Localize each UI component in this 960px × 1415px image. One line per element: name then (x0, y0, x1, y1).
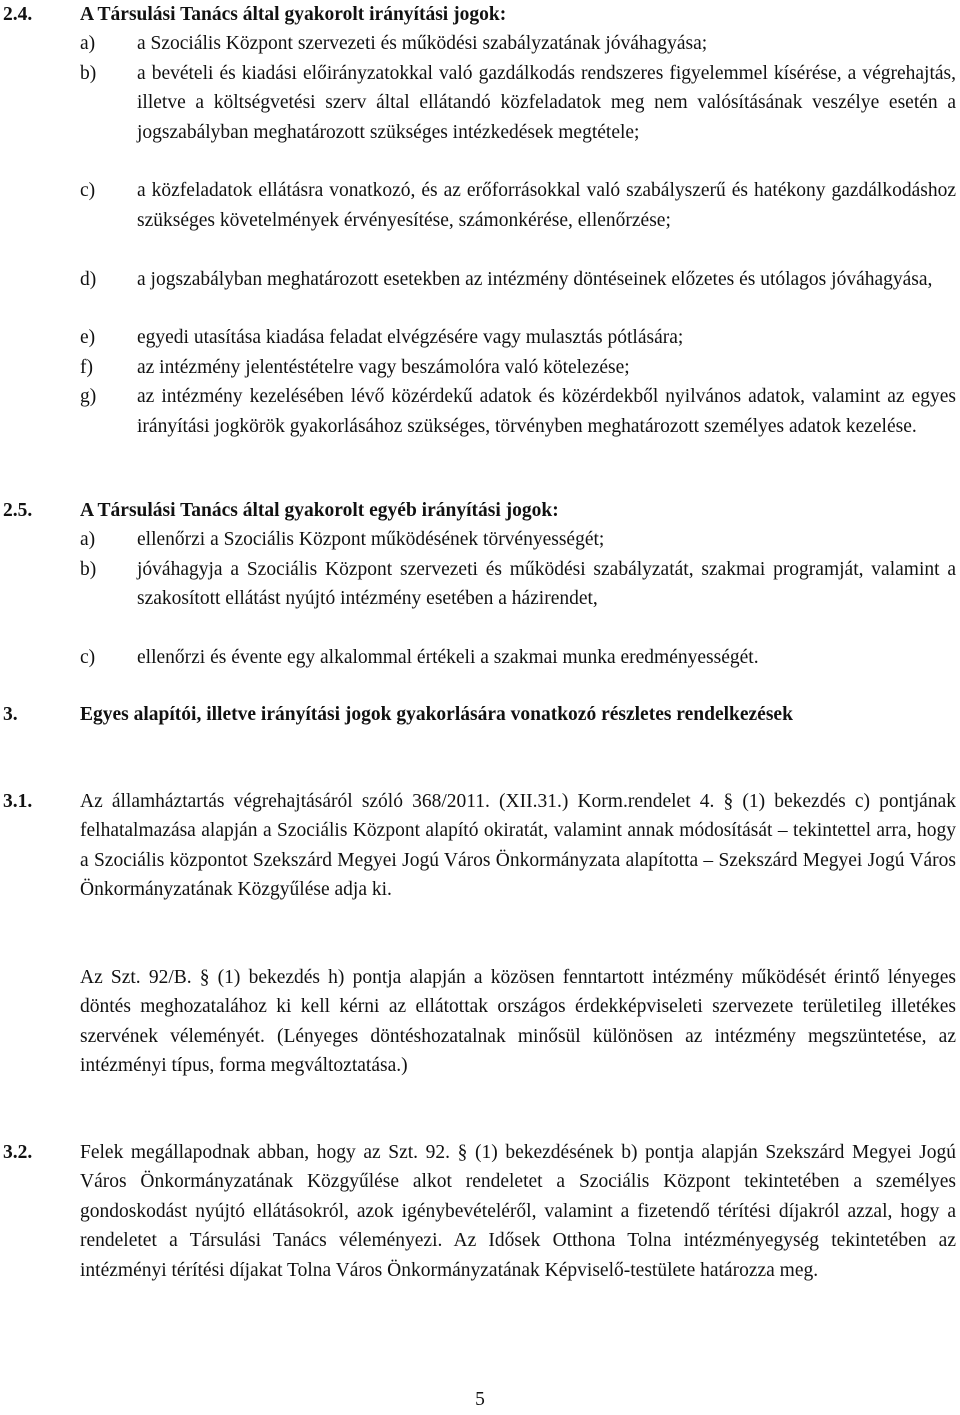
section-paragraph: Az Szt. 92/B. § (1) bekezdés h) pontja alapján a közösen fenntartott intézmény működését érintő lényeges döntés meghozatalához ki kell kérni az ellátottak országos érdekképviseleti szervezete területileg illetékes szervének véleményét. (Lényeges döntéshozatalnak minősül különösen az intézmény megszüntetése, az intézményi típus, forma megváltoztatása.) (80, 967, 956, 1077)
section-heading: A Társulási Tanács által gyakorolt irányítási jogok: (80, 4, 507, 25)
list-item-text: ellenőrzi és évente egy alkalommal értékeli a szakmai munka eredményességét. (137, 647, 759, 668)
list-item-text: a jogszabályban meghatározott esetekben az intézmény döntéseinek előzetes és utólagos jóváhagyása, (137, 268, 933, 290)
section-heading: Egyes alapítói, illetve irányítási jogok gyakorlására vonatkozó részletes rendelkezések (80, 704, 793, 725)
section-number: 3.1. (3, 791, 33, 812)
list-item-label: c) (80, 180, 96, 202)
list-item-label: f) (80, 356, 93, 378)
list-item-label: e) (80, 327, 96, 349)
list-item-label: a) (80, 529, 96, 551)
section-paragraph: Az államháztartás végrehajtásáról szóló 368/2011. (XII.31.) Korm.rendelet 4. § (1) bekezdés c) pontjának felhatalmazása alapján a Szociális Központ alapító okiratát, valamint annak módosítását – tekintettel arra, hogy a Szociális központot Szekszárd Megyei Jogú Város Önkormányzata alapította – Szekszárd Megyei Jogú Város Önkormányzatának Közgyűlése adja ki. (80, 791, 956, 901)
list-item-text: jóváhagyja a Szociális Központ szervezeti és működési szabályzatát, szakmai programját, valamint a szakosított ellátást nyújtó intézmény esetében a házirendet, (137, 558, 956, 610)
list-item-label: b) (80, 62, 97, 84)
list-item-text: a bevételi és kiadási előirányzatokkal való gazdálkodás rendszeres figyelemmel kísérése, a végrehajtás, illetve a költségvetési szerv által ellátandó közfeladatok meg nem valósításának veszélye esetén a jogszabályban meghatározott szükséges intézkedések megtétele; (137, 62, 956, 143)
list-item-text: a Szociális Központ szervezeti és működési szabályzatának jóváhagyása; (137, 33, 708, 55)
list-item-text: egyedi utasítása kiadása feladat elvégzésére vagy mulasztás pótlására; (137, 327, 684, 349)
list-item-label: c) (80, 647, 96, 668)
list-item-text: az intézmény kezelésében lévő közérdekű adatok és közérdekből nyilvános adatok, valamint az egyes irányítási jogkörök gyakorlásához szükséges, törvényben meghatározott személyes adatok kezelése. (137, 386, 956, 437)
section-number: 2.5. (3, 500, 33, 521)
section-paragraph: Felek megállapodnak abban, hogy az Szt. 92. § (1) bekezdésének b) pontja alapján Szekszárd Megyei Jogú Város Önkormányzatának Közgyűlése alkot rendeletet a Szociális Központ tekintetében a személyes gondoskodást nyújtó ellátásokról, azok igénybevételéről, valamint a fizetendő térítési díjakról azzal, hogy a rendeletet a Társulási Tanács véleményezi. Az Idősek Otthona Tolna intézményegység tekintetében az intézményi térítési díjakat Tolna Város Önkormányzatának Képviselő-testülete határozza meg. (80, 1142, 956, 1281)
section-heading: A Társulási Tanács által gyakorolt egyéb irányítási jogok: (80, 500, 559, 521)
section-number: 3.2. (3, 1142, 33, 1163)
list-item-label: d) (80, 268, 97, 290)
list-item-text: a közfeladatok ellátásra vonatkozó, és az erőforrásokkal való szabályszerű és hatékony gazdálkodáshoz szükséges követelmények érvényesítése, számonkérése, ellenőrzése; (137, 180, 956, 231)
list-item-text: ellenőrzi a Szociális Központ működésének törvényességét; (137, 529, 605, 551)
list-item-label: a) (80, 33, 96, 55)
page-number: 5 (475, 1389, 485, 1410)
list-item-label: g) (80, 386, 97, 408)
list-item-label: b) (80, 558, 97, 580)
section-number: 2.4. (3, 4, 33, 25)
section-number: 3. (3, 704, 18, 725)
list-item-text: az intézmény jelentéstételre vagy beszámolóra való kötelezése; (137, 356, 630, 378)
